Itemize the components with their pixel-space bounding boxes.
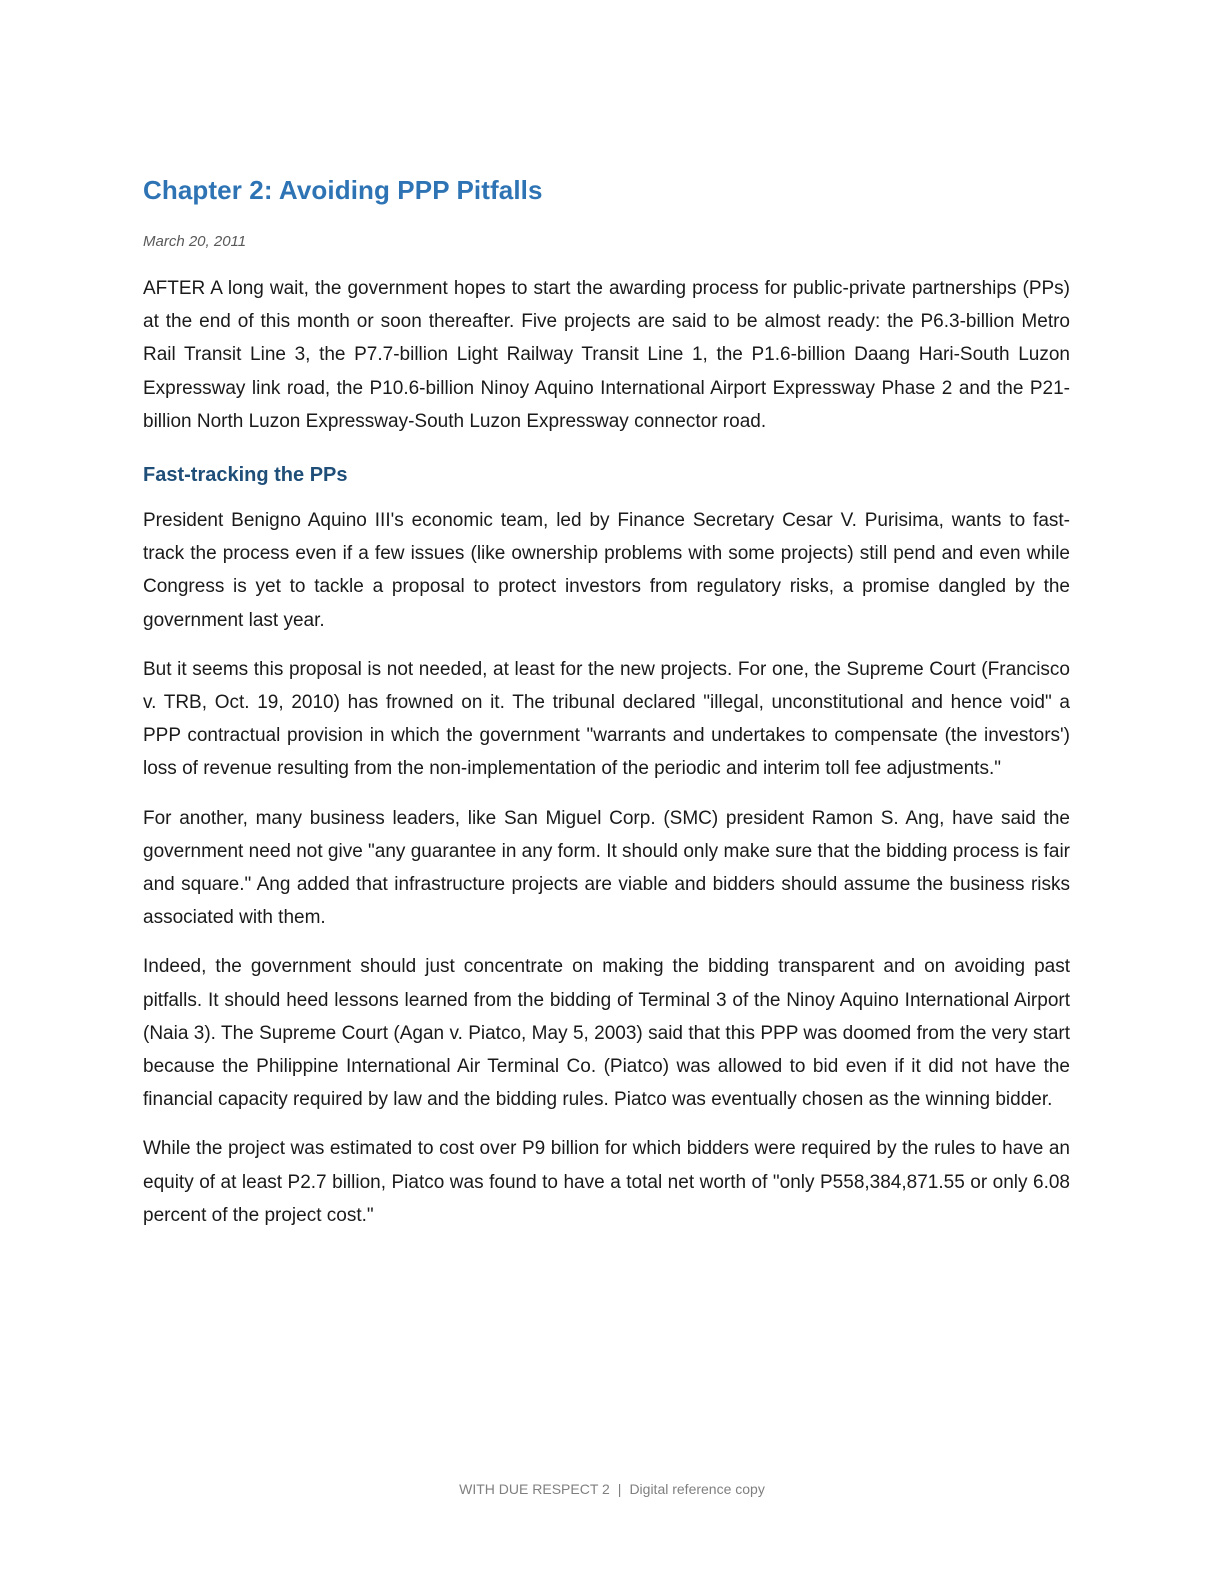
intro-paragraph: AFTER A long wait, the government hopes to start the awarding process for public-private partnerships (PPs) at the end of this month or soon thereafter. Five projects are said to be almost ready: the P6.3-billion Metro Rail Transit Line 3, the P7.7-billion Light Railway Transit Line 1, the P1.6-billion Daang Hari-South Luzon Expressway link road, the P10.6-billion Ninoy Aquino International Airport Expressway Phase 2 and the P21-billion North Luzon Expressway-South Luzon Expressway connector road. [143, 278, 1070, 432]
body-paragraph-3: For another, many business leaders, like San Miguel Corp. (SMC) president Ramon S. Ang, have said the government need not give "any guarantee in any form. It should only make sure that the bidding process is fair and square." Ang added that infrastructure projects are viable and bidders should assume the business risks associated with them. [143, 807, 1070, 929]
body-paragraph-4: Indeed, the government should just concentrate on making the bidding transparent and on avoiding past pitfalls. It should heed lessons learned from the bidding of Terminal 3 of the Ninoy Aquino International Airport (Naia 3). The Supreme Court (Agan v. Piatco, May 5, 2003) said that this PPP was doomed from the very start because the Philippine International Air Terminal Co. (Piatco) was allowed to bid even if it did not have the financial capacity required by law and the bidding rules. Piatco was eventually chosen as the winning bidder. [143, 956, 1070, 1111]
chapter-title: Chapter 2: Avoiding PPP Pitfalls [143, 175, 543, 205]
page-footer [0, 1480, 1224, 1498]
body-paragraph-5: While the project was estimated to cost over P9 billion for which bidders were required by the rules to have an equity of at least P2.7 billion, Piatco was found to have a total net worth of "only P558,384,871.55 or only 6.08 percent of the project cost." [143, 1138, 1070, 1226]
footer-note: Digital reference copy [629, 1481, 765, 1497]
publication-date: March 20, 2011 [143, 233, 247, 250]
document-body [143, 170, 1070, 1232]
footer-book-title: WITH DUE RESPECT 2 [459, 1481, 610, 1497]
body-paragraph-1: President Benigno Aquino III's economic team, led by Finance Secretary Cesar V. Purisima, wants to fast-track the process even if a few issues (like ownership problems with some projects) still pend and even while Congress is yet to tackle a proposal to protect investors from regulatory risks, a promise dangled by the government last year. [143, 510, 1070, 631]
section-heading: Fast-tracking the PPs [143, 464, 348, 487]
body-paragraph-2: But it seems this proposal is not needed, at least for the new projects. For one, the Supreme Court (Francisco v. TRB, Oct. 19, 2010) has frowned on it. The tribunal declared "illegal, unconstitutional and hence void" a PPP contractual provision in which the government "warrants and undertakes to compensate (the investors') loss of revenue resulting from the non-implementation of the periodic and interim toll fee adjustments." [143, 658, 1070, 780]
footer-separator: | [617, 1481, 622, 1497]
